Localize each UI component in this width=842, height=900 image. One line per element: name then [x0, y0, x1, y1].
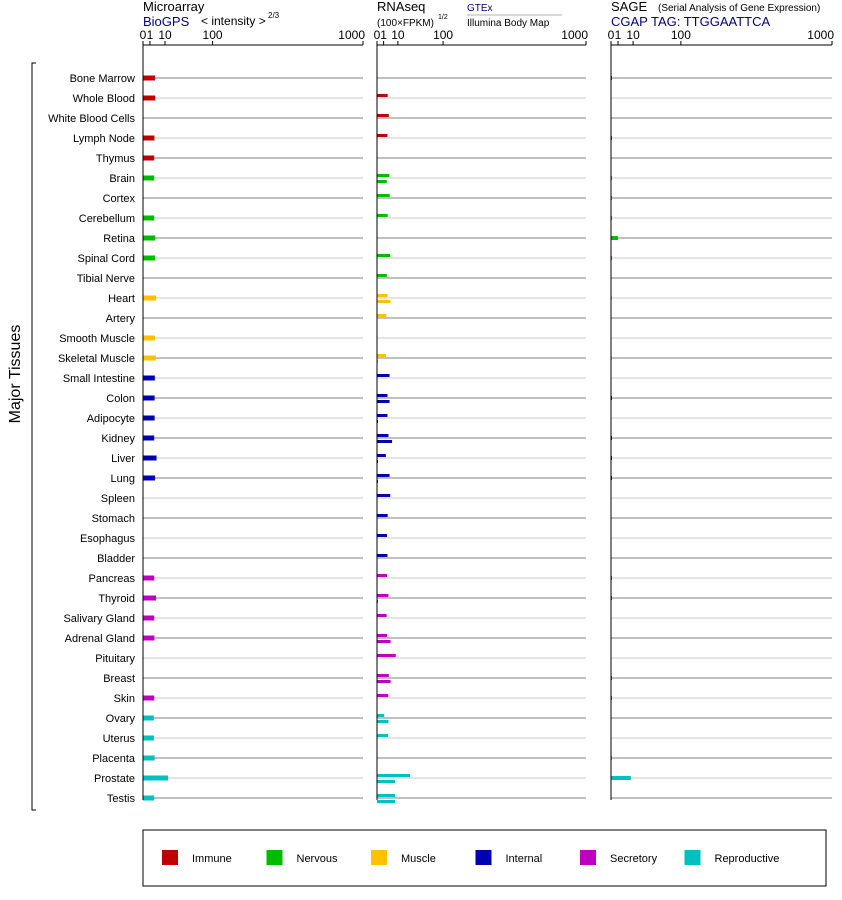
tissue-label: Salivary Gland: [63, 613, 135, 625]
rnaseq-gtex-bar: [377, 374, 390, 377]
tissue-label: Breast: [103, 673, 135, 685]
rnaseq-gtex-bar: [377, 734, 388, 737]
tissue-label: Adrenal Gland: [64, 633, 135, 645]
rnaseq-gtex-bar: [377, 494, 390, 497]
x-tick-label: 100: [202, 28, 223, 42]
microarray-bar: [143, 176, 154, 181]
rnaseq-gtex-bar: [377, 294, 387, 297]
x-tick-label: 1: [146, 28, 154, 42]
rnaseq-gtex-bar: [377, 774, 410, 777]
rnaseq-gtex-bar: [377, 354, 386, 357]
x-tick-label: 0: [139, 28, 147, 42]
tissue-label: Esophagus: [79, 533, 135, 545]
tissue-label: White Blood Cells: [48, 113, 135, 125]
microarray-bar: [143, 296, 156, 301]
legend-swatch: [371, 850, 387, 865]
rnaseq-gtex-bar: [377, 174, 389, 177]
rnaseq-gtex-bar: [377, 614, 387, 617]
tissue-label: Testis: [106, 793, 135, 805]
rnaseq-ibm-bar: [377, 300, 390, 303]
grid-layer: [143, 78, 832, 798]
microarray-bar: [143, 436, 154, 441]
tissue-label: Ovary: [105, 713, 135, 725]
rnaseq-gtex-bar: [377, 134, 387, 137]
microarray-bar: [143, 476, 155, 481]
microarray-title: Microarray: [143, 0, 205, 14]
legend-label: Internal: [505, 853, 543, 865]
x-tick-label: 1: [380, 28, 387, 42]
rnaseq-ibm-bar: [377, 400, 390, 403]
tissue-label: Placenta: [92, 753, 135, 765]
x-tick-label: 100: [670, 28, 691, 42]
tissue-label: Bone Marrow: [69, 73, 135, 85]
tissue-label: Retina: [103, 233, 135, 245]
legend-label: Reproductive: [714, 853, 780, 865]
rnaseq-gtex-bar: [377, 114, 389, 117]
tissue-label: Kidney: [101, 433, 135, 445]
tissue-label: Adipocyte: [86, 413, 135, 425]
rnaseq-gtex-bar: [377, 554, 387, 557]
legend-swatch: [267, 850, 283, 865]
microarray-bar: [143, 156, 154, 161]
tissue-bracket: [32, 63, 36, 810]
rnaseq-title: RNAseq: [377, 0, 426, 14]
y-axis-title: Major Tissues: [7, 324, 24, 424]
microarray-bar: [143, 716, 154, 721]
sage-tag-link[interactable]: CGAP TAG: TTGGAATTCA: [611, 14, 771, 29]
microarray-bar: [143, 616, 154, 621]
tissue-label: Artery: [105, 313, 135, 325]
x-tick-label: 10: [158, 28, 172, 42]
microarray-bar: [143, 236, 155, 241]
microarray-bar: [143, 636, 154, 641]
legend-label: Muscle: [401, 853, 436, 865]
rnaseq-gtex-bar: [377, 474, 390, 477]
rnaseq-gtex-bar: [377, 94, 388, 97]
axes-layer: [48, 28, 834, 805]
x-tick-label: 1000: [807, 28, 834, 42]
tissue-label: Skeletal Muscle: [57, 353, 135, 365]
x-tick-label: 1000: [561, 28, 588, 42]
microarray-bar: [143, 416, 155, 421]
rnaseq-ibm-bar: [377, 180, 387, 183]
rnaseq-source-gtex[interactable]: GTEx: [467, 3, 493, 14]
rnaseq-ibm-bar: [377, 800, 395, 803]
microarray-bar: [143, 756, 155, 761]
bars-layer: [143, 76, 631, 804]
sage-title-note: (Serial Analysis of Gene Expression): [658, 3, 821, 14]
microarray-source-link[interactable]: BioGPS: [143, 14, 190, 29]
tissue-label: Lymph Node: [73, 133, 135, 145]
microarray-bar: [143, 456, 157, 461]
rnaseq-gtex-bar: [377, 594, 388, 597]
tissue-label: Brain: [109, 173, 135, 185]
rnaseq-gtex-bar: [377, 794, 395, 797]
rnaseq-gtex-bar: [377, 454, 386, 457]
legend-label: Secretory: [610, 853, 658, 865]
tissue-label: Spinal Cord: [77, 253, 135, 265]
tissue-label: Lung: [110, 473, 135, 485]
microarray-bar: [143, 356, 156, 361]
tissue-label: Pancreas: [88, 573, 135, 585]
rnaseq-gtex-bar: [377, 274, 387, 277]
microarray-bar: [143, 336, 155, 341]
microarray-bar: [143, 736, 154, 741]
legend-swatch: [162, 850, 178, 865]
tissue-label: Smooth Muscle: [59, 333, 135, 345]
tissue-label: Thymus: [95, 153, 135, 165]
microarray-bar: [143, 396, 155, 401]
microarray-bar: [143, 216, 154, 221]
tissue-label: Stomach: [91, 513, 135, 525]
x-tick-label: 10: [391, 28, 405, 42]
x-tick-label: 0: [607, 28, 615, 42]
tissue-label: Skin: [113, 693, 135, 705]
sage-title: SAGE: [611, 0, 648, 14]
x-tick-label: 1: [614, 28, 622, 42]
tissue-label: Liver: [111, 453, 135, 465]
tissue-label: Prostate: [94, 773, 135, 785]
rnaseq-gtex-bar: [377, 414, 387, 417]
x-tick-label: 100: [433, 28, 454, 42]
microarray-bar: [143, 76, 155, 81]
tissue-label: Bladder: [97, 553, 135, 565]
tissue-label: Cortex: [102, 193, 135, 205]
microarray-bar: [143, 576, 154, 581]
x-tick-label: 10: [626, 28, 640, 42]
rnaseq-gtex-bar: [377, 694, 388, 697]
tissue-label: Uterus: [102, 733, 135, 745]
rnaseq-gtex-bar: [377, 714, 384, 717]
rnaseq-unit-note: (100×FPKM): [377, 18, 434, 29]
rnaseq-ibm-bar: [377, 720, 388, 723]
rnaseq-gtex-bar: [377, 634, 387, 637]
rnaseq-gtex-bar: [377, 194, 390, 197]
microarray-unit-exponent: 2/3: [268, 11, 280, 20]
x-tick-label: 1000: [338, 28, 365, 42]
tissue-label: Small Intestine: [62, 373, 135, 385]
x-tick-label: 0: [373, 28, 381, 42]
tissue-label: Pituitary: [95, 653, 135, 665]
rnaseq-ibm-bar: [377, 440, 392, 443]
rnaseq-gtex-bar: [377, 214, 388, 217]
rnaseq-gtex-bar: [377, 674, 389, 677]
rnaseq-gtex-bar: [377, 534, 387, 537]
microarray-bar: [143, 796, 154, 801]
tissue-label: Spleen: [100, 493, 135, 505]
rnaseq-ibm-bar: [377, 680, 391, 683]
rnaseq-gtex-bar: [377, 654, 396, 657]
microarray-bar: [143, 376, 155, 381]
tissue-label: Cerebellum: [78, 213, 135, 225]
rnaseq-ibm-bar: [377, 780, 395, 783]
legend-swatch: [580, 850, 596, 865]
tissue-label: Thyroid: [98, 593, 135, 605]
sage-bar: [611, 236, 618, 240]
microarray-bar: [143, 776, 168, 781]
rnaseq-gtex-bar: [377, 254, 390, 257]
rnaseq-gtex-bar: [377, 514, 388, 517]
rnaseq-ibm-bar: [377, 640, 391, 643]
tissue-label: Heart: [108, 293, 135, 305]
legend-label: Nervous: [296, 853, 338, 865]
rnaseq-gtex-bar: [377, 574, 387, 577]
tissue-label: Tibial Nerve: [76, 273, 135, 285]
rnaseq-source-ibm: Illumina Body Map: [467, 18, 550, 29]
legend-label: Immune: [192, 853, 232, 865]
legend-swatch: [685, 850, 701, 865]
rnaseq-gtex-bar: [377, 394, 387, 397]
tissue-label: Colon: [106, 393, 135, 405]
microarray-unit-note: < intensity >: [201, 14, 266, 28]
tissue-label: Whole Blood: [72, 93, 135, 105]
microarray-bar: [143, 96, 155, 101]
microarray-bar: [143, 136, 154, 141]
rnaseq-gtex-bar: [377, 434, 388, 437]
microarray-bar: [143, 696, 154, 701]
sage-bar: [611, 776, 631, 780]
legend-swatch: [476, 850, 492, 865]
rnaseq-gtex-bar: [377, 314, 386, 317]
microarray-bar: [143, 596, 156, 601]
rnaseq-unit-exponent: 1/2: [438, 14, 448, 21]
microarray-bar: [143, 256, 155, 261]
